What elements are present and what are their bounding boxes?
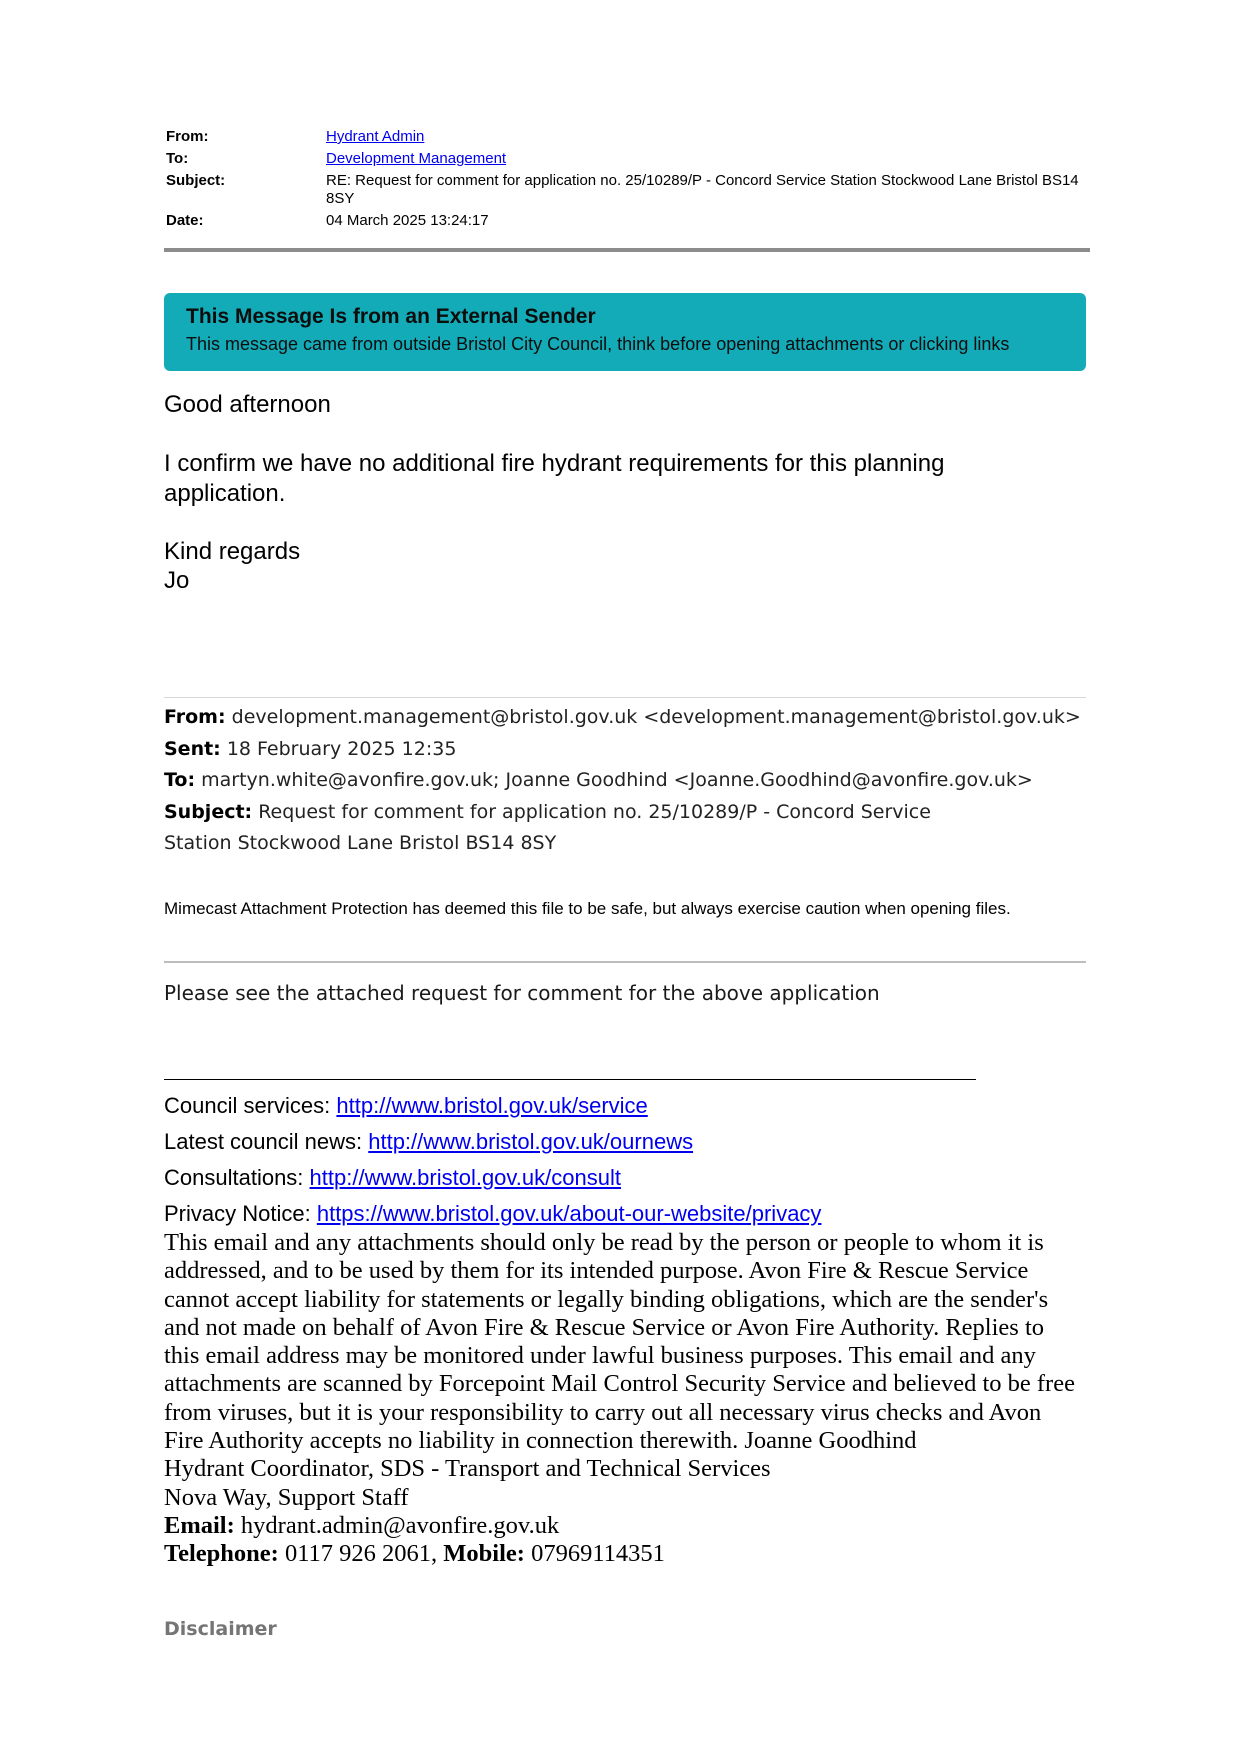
external-sender-banner xyxy=(164,293,1086,371)
fwd-from-row xyxy=(164,702,1094,734)
header-divider xyxy=(164,248,1090,252)
telephone-value: 0117 926 2061, xyxy=(284,1540,438,1568)
banner-title: This Message Is from an External Sender xyxy=(186,305,596,328)
header-date-row xyxy=(166,212,1086,230)
fwd-subject-label: Subject: xyxy=(164,800,253,823)
consultations-row xyxy=(164,1160,821,1196)
from-link[interactable]: Hydrant Admin xyxy=(326,128,425,145)
signature-email-row xyxy=(164,1512,1084,1540)
forwarded-header xyxy=(164,702,1094,860)
disclaimer-paragraph xyxy=(164,1229,1084,1455)
email-label: Email: xyxy=(164,1511,235,1539)
consultations-link[interactable]: http://www.bristol.gov.uk/consult xyxy=(309,1165,621,1190)
signature-role: Hydrant Coordinator, SDS - Transport and Technical Services xyxy=(164,1455,771,1483)
mobile-value: 07969114351 xyxy=(531,1540,665,1568)
email-header xyxy=(166,128,1086,234)
mimecast-divider xyxy=(164,961,1086,963)
header-from-row xyxy=(166,128,1086,146)
sender-name: Jo xyxy=(164,567,190,594)
council-services-row xyxy=(164,1088,821,1124)
from-label: From: xyxy=(166,128,209,145)
header-subject-row xyxy=(166,172,1086,208)
signature-location: Nova Way, Support Staff xyxy=(164,1483,409,1511)
fwd-subject-row xyxy=(164,797,1004,860)
date-value: 04 March 2025 13:24:17 xyxy=(326,212,489,229)
to-label: To: xyxy=(166,150,189,167)
signoff: Kind regards xyxy=(164,538,301,565)
fwd-sent-row xyxy=(164,734,1094,766)
signature-phone-row xyxy=(164,1540,1084,1568)
fwd-from-label: From: xyxy=(164,706,226,728)
council-news-row xyxy=(164,1124,821,1160)
council-news-link[interactable]: http://www.bristol.gov.uk/ournews xyxy=(368,1129,694,1154)
fwd-from-value: development.management@bristol.gov.uk <development.management@bristol.gov.uk> xyxy=(231,706,1081,728)
fwd-to-value: martyn.white@avonfire.gov.uk; Joanne Goodhind <Joanne.Goodhind@avonfire.gov.uk> xyxy=(201,769,1033,791)
subject-value: RE: Request for comment for application no. 25/10289/P - Concord Service Station Stockwood Lane Bristol BS14 8SY xyxy=(326,172,1079,207)
link-label: Consultations: xyxy=(164,1165,304,1190)
date-label: Date: xyxy=(166,212,204,229)
signature-name: Joanne Goodhind xyxy=(744,1427,917,1455)
email-value: hydrant.admin@avonfire.gov.uk xyxy=(240,1511,560,1539)
subject-label: Subject: xyxy=(166,172,226,189)
request-text: Please see the attached request for comment for the above application xyxy=(164,981,880,1005)
council-links xyxy=(164,1088,821,1232)
signature-separator xyxy=(164,1079,976,1080)
fwd-to-row xyxy=(164,765,1094,797)
disclaimer-body: This email and any attachments should only be read by the person or people to whom it is addressed, and to be used by them for its intended purpose. Avon Fire & Rescue Service cannot accept liability for statements or legally binding obligations, which are the sender's and not made on behalf of Avon Fire & Rescue Service or Avon Fire Authority. Replies to this email address may be monitored under lawful business purposes. This email and any attachments are scanned by Forcepoint Mail Control Security Service and believed to be free from viruses, but it is your responsibility to carry out all necessary virus checks and Avon Fire Authority accepts no liability in connection therewith. xyxy=(164,1229,1075,1455)
email-disclaimer-signature xyxy=(164,1229,1084,1569)
banner-text: This message came from outside Bristol City Council, think before opening attachments or clicking links xyxy=(186,334,1010,354)
mobile-label: Mobile: xyxy=(443,1540,525,1568)
header-to-row xyxy=(166,150,1086,168)
telephone-label: Telephone: xyxy=(164,1540,279,1568)
fwd-sent-label: Sent: xyxy=(164,737,221,760)
council-services-link[interactable]: http://www.bristol.gov.uk/service xyxy=(336,1093,648,1118)
message-text: I confirm we have no additional fire hydrant requirements for this planning application. xyxy=(164,450,945,507)
mimecast-notice: Mimecast Attachment Protection has deemed this file to be safe, but always exercise caution when opening files. xyxy=(164,899,1011,918)
greeting: Good afternoon xyxy=(164,391,331,418)
fwd-sent-value: 18 February 2025 12:35 xyxy=(226,737,457,760)
disclaimer-heading: Disclaimer xyxy=(164,1618,277,1640)
link-label: Council services: xyxy=(164,1093,331,1118)
link-label: Privacy Notice: xyxy=(164,1201,311,1226)
to-link[interactable]: Development Management xyxy=(326,150,507,167)
privacy-notice-link[interactable]: https://www.bristol.gov.uk/about-our-website/privacy xyxy=(316,1201,822,1226)
forward-divider xyxy=(164,697,1086,698)
fwd-to-label: To: xyxy=(164,769,196,791)
fwd-subject-value: Request for comment for application no. 25/10289/P - Concord Service Station Stockwood Lane Bristol BS14 8SY xyxy=(164,800,931,854)
privacy-notice-row xyxy=(164,1196,821,1232)
link-label: Latest council news: xyxy=(164,1129,363,1154)
